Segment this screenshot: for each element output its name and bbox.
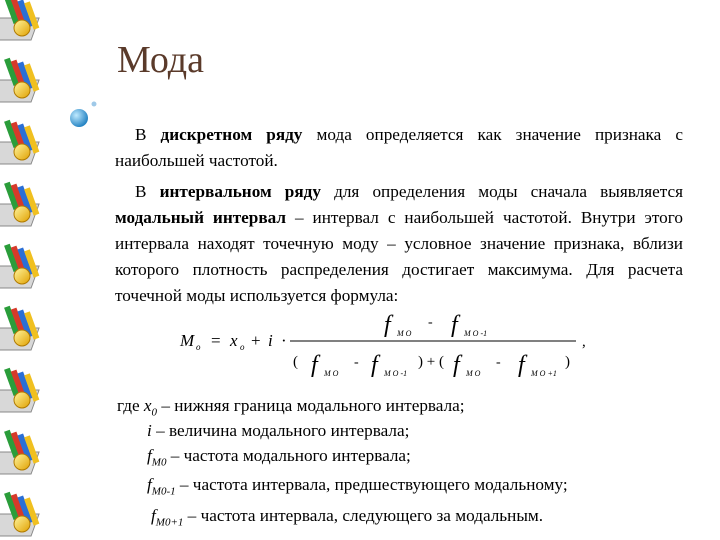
p2-text1: для определения моды сначала выявляется [320,182,684,201]
definition-x0 [117,396,465,418]
den-f1: f [311,352,318,378]
definition-fm0-minus1 [147,475,568,497]
den-f4-sub: M O +1 [531,369,557,378]
def-sub: M0+1 [155,516,184,529]
num-f1-sub: M O [397,329,412,338]
den-f1-sub: M O [324,369,339,378]
formula-lhs-sub: o [196,342,201,352]
den-f4: f [518,352,525,378]
definition-fm0-plus1 [151,506,543,528]
def-text: – частота интервала, предшествующего модальному; [175,475,568,494]
den-f2: f [371,352,378,378]
den-f3: f [453,352,460,378]
def-symbol: x [143,396,152,415]
def-sub: M0 [151,456,167,469]
mode-formula [178,300,598,380]
den-minus2: - [496,355,501,370]
def-symbol: f [147,475,152,494]
num-f2-sub: M O -1 [464,329,488,338]
books-icon [0,368,39,412]
num-minus: - [428,315,433,330]
def-prefix: где [117,396,144,415]
formula-x-sub: o [240,342,245,352]
den-minus1: - [354,355,359,370]
definition-fm0 [147,446,411,468]
books-icon [0,306,39,350]
formula-plus: + [251,331,261,350]
p2-bold1: интервальном ряду [159,182,321,201]
def-text: – нижняя граница модального интервала; [157,396,465,415]
p1-bold: дискретном ряду [160,125,303,144]
page-title: Мода [117,39,204,81]
paragraph-interval [115,179,683,309]
bullet-globe-icon [69,108,89,128]
books-icon [0,58,39,102]
books-icon [0,430,39,474]
den-f3-sub: M O [466,369,481,378]
formula-lhs: M [180,331,195,350]
num-f2: f [451,312,458,338]
books-icon [0,244,39,288]
def-text: – частота интервала, следующего за модальным. [183,506,544,525]
books-icon [0,0,39,40]
decorative-icon-strip [0,0,58,540]
def-sub: M0-1 [151,485,176,498]
def-sub: 0 [151,406,158,419]
p2-text2: – интервал с наибольшей частотой. Внутри этого интервала находят точечную моду – условное значение признака, вблизи которого плотность распределения достигает максимума. Для расчета точечной моды используется формула: [115,208,683,305]
p1-prefix: В [135,125,161,144]
formula-i: i [268,331,273,350]
den-f2-sub: M O -1 [384,369,408,378]
small-dot-icon [91,101,97,107]
formula-dot: · [281,331,287,350]
num-f1: f [384,312,391,338]
def-text: – величина модального интервала; [151,421,410,440]
books-icon [0,492,39,536]
colorful-books-icons [0,0,58,540]
def-symbol: i [147,421,152,440]
p1-rest: мода определяется как значение признака с наибольшей частотой. [115,125,683,170]
def-text: – частота модального интервала; [166,446,411,465]
den-open: ( [293,354,298,370]
definition-i [147,421,409,441]
formula-eq: = [211,331,221,350]
def-symbol: f [147,446,152,465]
books-icon [0,120,39,164]
formula-x: x [230,331,238,350]
formula-comma: , [582,334,586,350]
den-close: ) [565,354,570,370]
p2-bold2: модальный интервал [115,208,287,227]
p2-prefix: В [135,182,160,201]
def-symbol: f [151,506,156,525]
books-icon [0,182,39,226]
den-mid: ) + ( [418,354,444,370]
paragraph-discrete [115,122,683,174]
